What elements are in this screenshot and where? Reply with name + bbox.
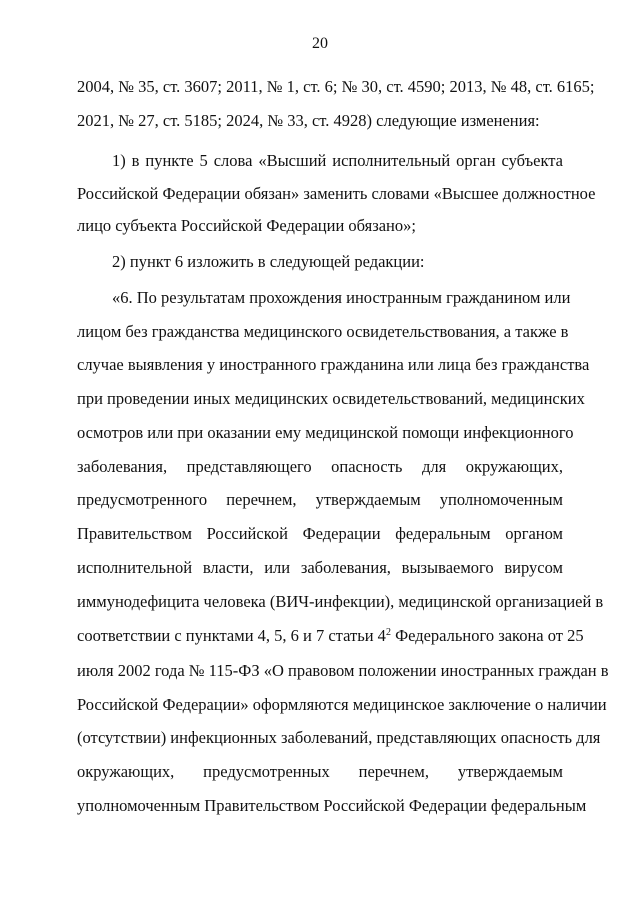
text-line: предусмотренного перечнем, утверждаемым уполномоченным [77, 490, 563, 509]
text-line: «6. По результатам прохождения иностранным гражданином или [112, 288, 571, 307]
text-line: исполнительной власти, или заболевания, вызываемого вирусом [77, 558, 563, 577]
text-line: 2004, № 35, ст. 3607; 2011, № 1, ст. 6; № 30, ст. 4590; 2013, № 48, ст. 6165; [77, 77, 595, 96]
text-line: при проведении иных медицинских освидетельствований, медицинских [77, 389, 585, 408]
text-run: соответствии с пунктами 4, 5, 6 и 7 статьи 4 [77, 626, 386, 645]
page-number: 20 [312, 35, 328, 52]
text-line: 2021, № 27, ст. 5185; 2024, № 33, ст. 4928) следующие изменения: [77, 111, 540, 130]
text-line: Российской Федерации обязан» заменить словами «Высшее должностное [77, 184, 596, 203]
text-line: (отсутствии) инфекционных заболеваний, представляющих опасность для [77, 728, 601, 747]
text-line: Правительством Российской Федерации федеральным органом [77, 524, 563, 543]
superscript: 2 [385, 627, 391, 638]
text-line: случае выявления у иностранного гражданина или лица без гражданства [77, 355, 590, 374]
text-line: 1) в пункте 5 слова «Высший исполнительный орган субъекта [112, 151, 563, 170]
text-line: лицо субъекта Российской Федерации обязано»; [77, 216, 416, 235]
text-line: 2) пункт 6 изложить в следующей редакции: [112, 252, 425, 271]
text-line: иммунодефицита человека (ВИЧ-инфекции), медицинской организацией в [77, 592, 604, 611]
text-line: Российской Федерации» оформляются медицинское заключение о наличии [77, 695, 607, 714]
text-line: заболевания, представляющего опасность для окружающих, [77, 457, 563, 476]
text-line: лицом без гражданства медицинского освидетельствования, а также в [77, 322, 569, 341]
text-line: июля 2002 года № 115-ФЗ «О правовом положении иностранных граждан в [77, 661, 609, 680]
text-run: Федерального закона от 25 [390, 626, 584, 645]
text-line: окружающих, предусмотренных перечнем, утверждаемым [77, 762, 563, 781]
text-line-with-superscript [77, 625, 584, 647]
text-line: осмотров или при оказании ему медицинской помощи инфекционного [77, 423, 574, 442]
text-line: уполномоченным Правительством Российской Федерации федеральным [77, 796, 587, 815]
